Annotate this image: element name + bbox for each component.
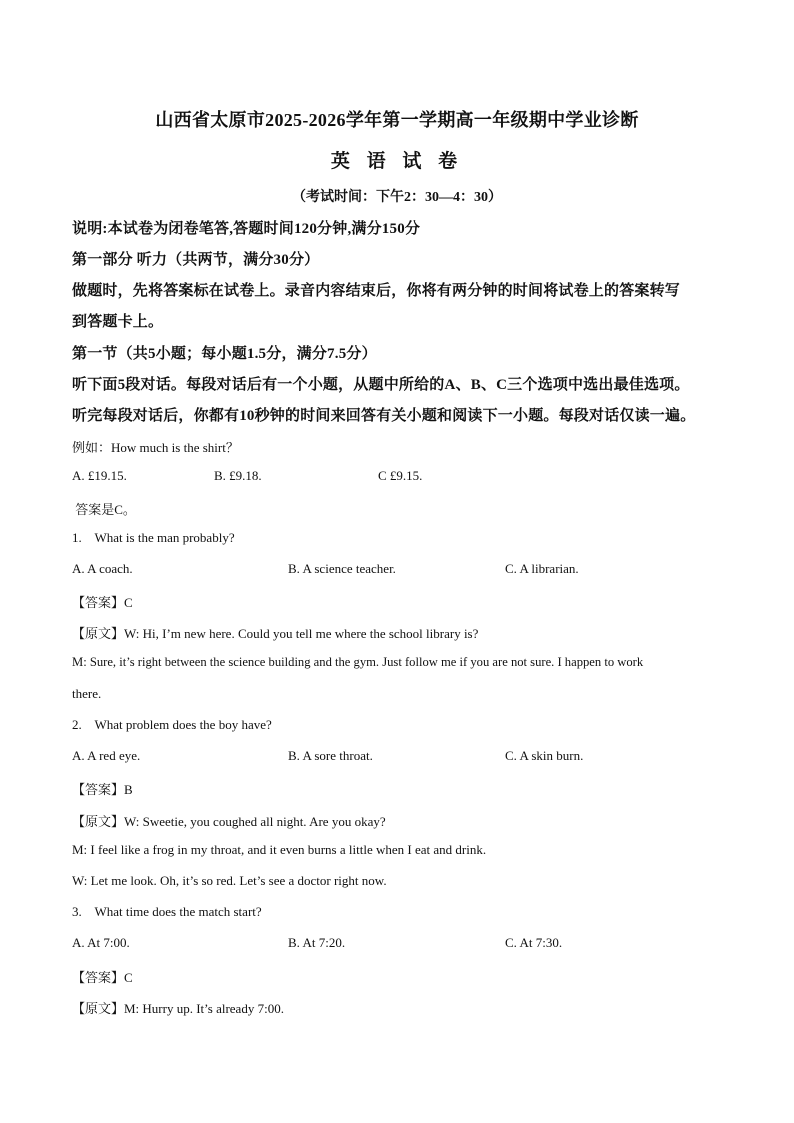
transcript-line: M: I feel like a frog in my throat, and it even burns a little when I eat and drink. <box>72 842 487 857</box>
question-option-b: B. A science teacher. <box>288 561 396 576</box>
question-option-b: B. A sore throat. <box>288 748 373 763</box>
question-option-a: A. A red eye. <box>72 748 141 763</box>
question-option-a: A. A coach. <box>72 561 133 576</box>
part1-description-line2: 到答题卡上。 <box>72 314 164 330</box>
question-stem: 3. What time does the match start? <box>72 904 262 919</box>
example-option-c: C £9.15. <box>378 468 423 483</box>
transcript-line: 【原文】M: Hurry up. It’s already 7:00. <box>72 1001 284 1016</box>
example-option-b: B. £9.18. <box>214 468 262 483</box>
question-answer: 【答案】C <box>72 970 133 985</box>
question-stem: 2. What problem does the boy have? <box>72 717 272 732</box>
section1-heading: 第一节（共5小题；每小题1.5分，满分7.5分） <box>72 346 377 362</box>
question-stem: 1. What is the man probably? <box>72 530 235 545</box>
question-option-c: C. At 7:30. <box>505 935 563 950</box>
transcript-line: there. <box>72 686 102 701</box>
section1-description-line1: 听下面5段对话。每段对话后有一个小题，从题中所给的A、B、C三个选项中选出最佳选项。 <box>72 377 690 393</box>
transcript-line: M: Sure, it’s right between the science building and the gym. Just follow me if you are not sure. I happen to work <box>72 655 644 669</box>
transcript-line: W: Let me look. Oh, it’s so red. Let’s see a doctor right now. <box>72 873 387 888</box>
exam-title: 山西省太原市2025-2026学年第一学期高一年级期中学业诊断 <box>155 110 639 130</box>
question-option-c: C. A librarian. <box>505 561 579 576</box>
exam-time: （考试时间：下午2：30—4：30） <box>292 190 502 205</box>
example-option-a: A. £19.15. <box>72 468 127 483</box>
question-option-a: A. At 7:00. <box>72 935 130 950</box>
question-answer: 【答案】B <box>72 782 133 797</box>
example-question: 例如：How much is the shirt？ <box>72 440 239 455</box>
question-answer: 【答案】C <box>72 595 133 610</box>
exam-note: 说明:本试卷为闭卷笔答,答题时间120分钟,满分150分 <box>72 221 421 237</box>
part1-heading: 第一部分 听力（共两节，满分30分） <box>72 252 320 268</box>
question-option-b: B. At 7:20. <box>288 935 346 950</box>
transcript-line: 【原文】W: Hi, I’m new here. Could you tell me where the school library is? <box>72 626 479 641</box>
part1-description-line1: 做题时，先将答案标在试卷上。录音内容结束后，你将有两分钟的时间将试卷上的答案转写 <box>72 283 681 299</box>
section1-description-line2: 听完每段对话后，你都有10秒钟的时间来回答有关小题和阅读下一小题。每段对话仅读一遍。 <box>72 408 696 424</box>
question-option-c: C. A skin burn. <box>505 748 584 763</box>
transcript-line: 【原文】W: Sweetie, you coughed all night. Are you okay? <box>72 814 386 829</box>
exam-subject: 英 语 试 卷 <box>330 151 464 172</box>
example-answer: 答案是C。 <box>72 502 136 517</box>
